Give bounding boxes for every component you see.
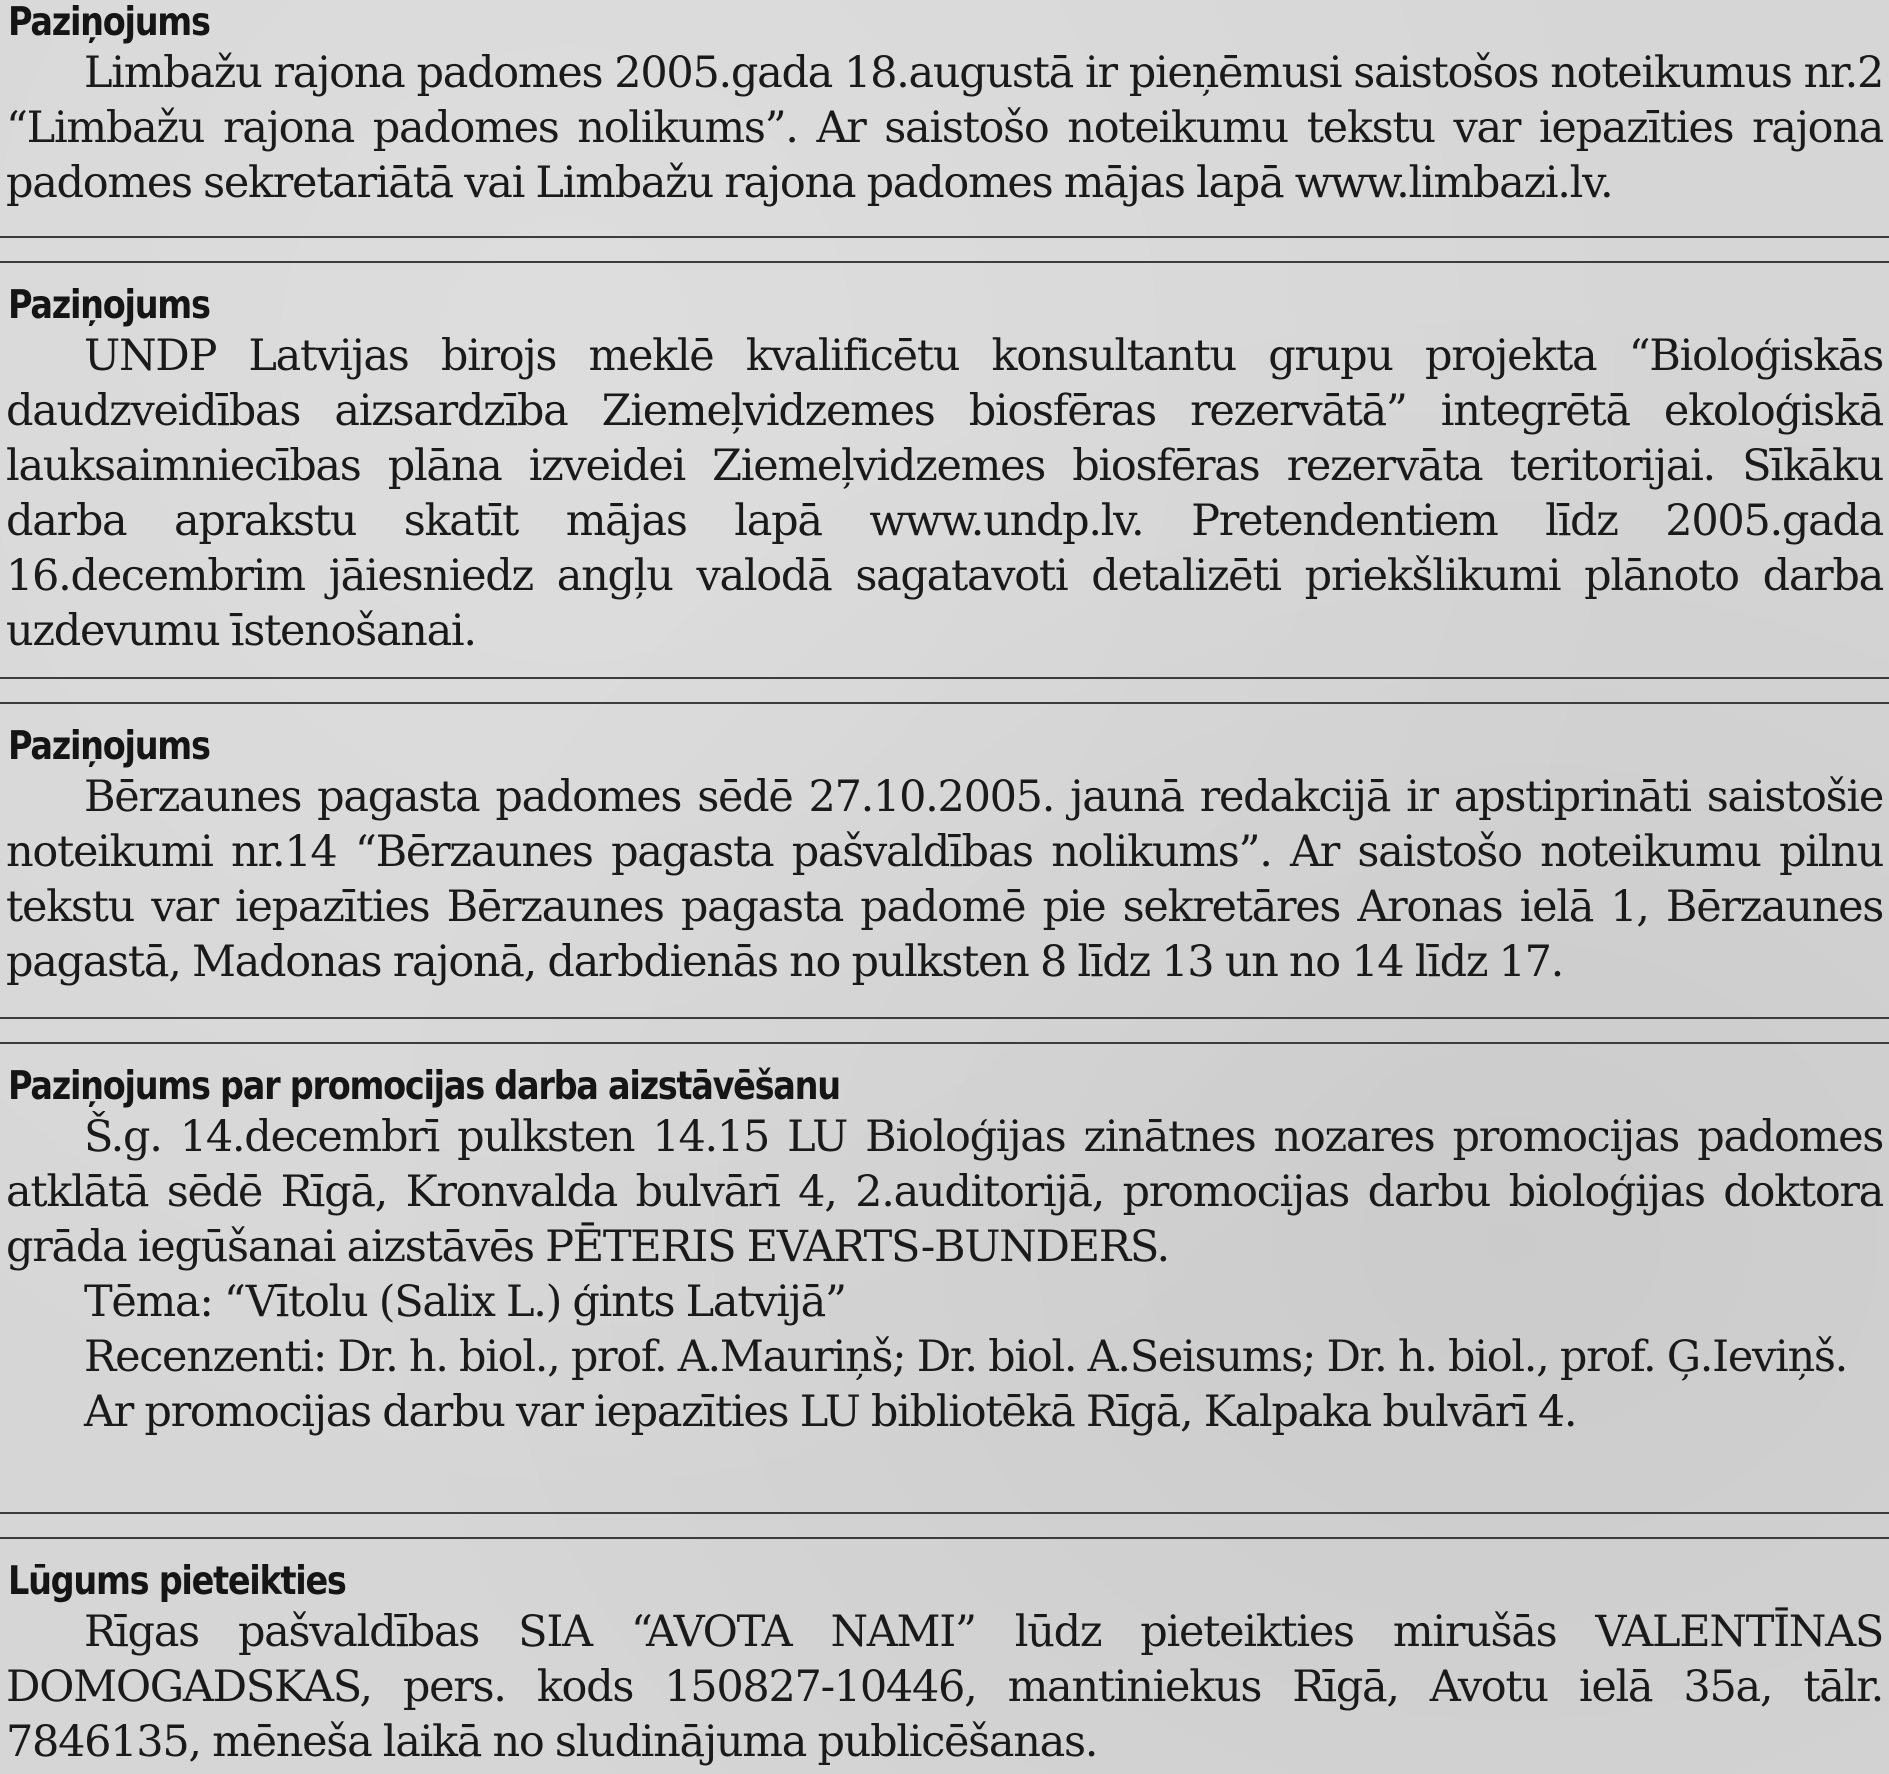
notice-3-heading: Paziņojums bbox=[8, 724, 210, 769]
notice-2 bbox=[0, 283, 1889, 659]
notice-3-body bbox=[0, 770, 1889, 990]
notice-5-heading: Lūgums pieteikties bbox=[8, 1559, 346, 1604]
divider-1b bbox=[0, 261, 1889, 263]
notice-5-paragraph-1: Rīgas pašvaldības SIA “AVOTA NAMI” lūdz pieteikties mirušās VALENTĪNAS DOMOGADSKAS, pers. kods 150827-10446, mantiniekus Rīgā, Avotu ielā 35a, tālr. 7846135, mēneša laikā no sludinājuma publicēšanas. bbox=[6, 1607, 1883, 1767]
notice-4-heading: Paziņojums par promocijas darba aizstāvēšanu bbox=[8, 1064, 840, 1109]
notice-3-paragraph-1: Bērzaunes pagasta padomes sēdē 27.10.2005. jaunā redakcijā ir apstiprināti saistošie noteikumi nr.14 “Bērzaunes pagasta pašvaldības nolikums”. Ar saistošo noteikumu pilnu tekstu var iepazīties Bērzaunes pagasta padomē pie sekretāres Aronas ielā 1, Bērzaunes pagastā, Madonas rajonā, darbdienās no pulksten 8 līdz 13 un no 14 līdz 17. bbox=[6, 772, 1883, 987]
divider-3a bbox=[0, 1017, 1889, 1019]
notice-4-paragraph-3: Recenzenti: Dr. h. biol., prof. A.Mauriņš; Dr. biol. A.Seisums; Dr. h. biol., prof. Ģ.Ieviņš. bbox=[84, 1332, 1847, 1382]
notice-5-body bbox=[0, 1605, 1889, 1770]
notice-1 bbox=[0, 0, 1889, 211]
divider-1a bbox=[0, 236, 1889, 238]
notice-3 bbox=[0, 724, 1889, 990]
divider-2a bbox=[0, 677, 1889, 679]
notice-4-paragraph-2: Tēma: “Vītolu (Salix L.) ģints Latvijā” bbox=[84, 1277, 846, 1327]
notice-1-heading: Paziņojums bbox=[8, 0, 210, 45]
notice-1-body bbox=[0, 46, 1889, 211]
notice-4-body bbox=[0, 1110, 1889, 1440]
notice-4 bbox=[0, 1064, 1889, 1440]
divider-3b bbox=[0, 1042, 1889, 1044]
divider-4b bbox=[0, 1537, 1889, 1539]
divider-4a bbox=[0, 1512, 1889, 1514]
notice-4-paragraph-4: Ar promocijas darbu var iepazīties LU bibliotēkā Rīgā, Kalpaka bulvārī 4. bbox=[84, 1387, 1577, 1437]
notice-2-body bbox=[0, 329, 1889, 659]
notice-5 bbox=[0, 1559, 1889, 1770]
notice-4-paragraph-1: Š.g. 14.decembrī pulksten 14.15 LU Bioloģijas zinātnes nozares promocijas padomes atklātā sēdē Rīgā, Kronvalda bulvārī 4, 2.auditorijā, promocijas darbu bioloģijas doktora grāda iegūšanai aizstāvēs PĒTERIS EVARTS-BUNDERS. bbox=[6, 1112, 1883, 1272]
divider-2b bbox=[0, 702, 1889, 704]
notice-2-heading: Paziņojums bbox=[8, 283, 210, 328]
notice-2-paragraph-1: UNDP Latvijas birojs meklē kvalificētu konsultantu grupu projekta “Bioloģiskās daudzveidības aizsardzība Ziemeļvidzemes biosfēras rezervātā” integrētā ekoloģiskā lauksaimniecības plāna izveidei Ziemeļvidzemes biosfēras rezervāta teritorijai. Sīkāku darba aprakstu skatīt mājas lapā www.undp.lv. Pretendentiem līdz 2005.gada 16.decembrim jāiesniedz angļu valodā sagatavoti detalizēti priekšlikumi plānoto darba uzdevumu īstenošanai. bbox=[6, 331, 1883, 656]
notice-1-paragraph-1: Limbažu rajona padomes 2005.gada 18.augustā ir pieņēmusi saistošos noteikumus nr.2 “Limbažu rajona padomes nolikums”. Ar saistošo noteikumu tekstu var iepazīties rajona padomes sekretariātā vai Limbažu rajona padomes mājas lapā www.limbazi.lv. bbox=[6, 48, 1883, 208]
